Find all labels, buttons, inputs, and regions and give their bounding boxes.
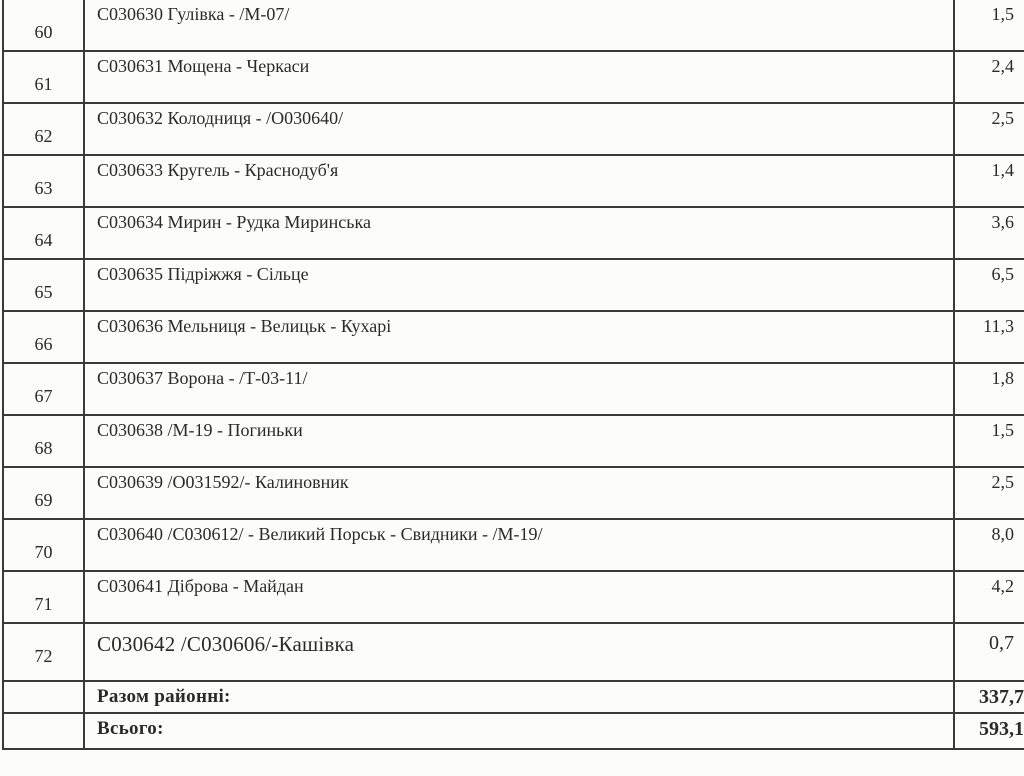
road-length: 2,4 xyxy=(991,56,1014,76)
row-number: 60 xyxy=(34,22,53,42)
row-number: 61 xyxy=(34,74,53,94)
row-number: 68 xyxy=(34,438,53,458)
table-row xyxy=(3,207,1024,259)
road-name: С030636 Мельниця - Велицьк - Кухарі xyxy=(97,316,392,336)
row-number: 64 xyxy=(34,230,53,250)
road-name: С030634 Мирин - Рудка Миринська xyxy=(97,212,371,232)
road-name: С030642 /С030606/-Кашівка xyxy=(97,632,355,656)
road-name: С030635 Підріжжя - Сільце xyxy=(97,264,309,284)
table-row xyxy=(3,467,1024,519)
road-name: С030637 Ворона - /Т-03-11/ xyxy=(97,368,308,388)
roads-table xyxy=(2,0,1024,750)
road-name: С030638 /М-19 - Погиньки xyxy=(97,420,303,440)
subtotal-label: Разом районні: xyxy=(97,686,231,707)
row-number: 72 xyxy=(34,646,53,666)
row-number: 69 xyxy=(34,490,53,510)
row-number: 67 xyxy=(34,386,53,406)
road-length: 11,3 xyxy=(983,316,1014,336)
road-name: С030631 Мощена - Черкаси xyxy=(97,56,310,76)
road-length: 6,5 xyxy=(991,264,1014,284)
row-number: 65 xyxy=(34,282,53,302)
row-number: 71 xyxy=(34,594,53,614)
table-row xyxy=(3,571,1024,623)
table-row xyxy=(3,0,1024,51)
road-length: 2,5 xyxy=(991,108,1014,128)
grand-total-row xyxy=(3,713,1024,749)
road-name: С030640 /С030612/ - Великий Порськ - Свидники - /М-19/ xyxy=(97,524,543,544)
road-name: С030633 Кругель - Краснодуб'я xyxy=(97,160,339,180)
grand-total-label: Всього: xyxy=(97,718,164,739)
row-number: 66 xyxy=(34,334,53,354)
road-name: С030639 /О031592/- Калиновник xyxy=(97,472,349,492)
road-length: 1,8 xyxy=(991,368,1014,388)
table-row xyxy=(3,259,1024,311)
road-length: 8,0 xyxy=(991,524,1014,544)
row-number: 62 xyxy=(34,126,53,146)
row-number: 63 xyxy=(34,178,53,198)
subtotal-row xyxy=(3,681,1024,713)
road-length: 1,4 xyxy=(991,160,1014,180)
road-length: 2,5 xyxy=(991,472,1014,492)
road-length: 4,2 xyxy=(991,576,1014,596)
road-length: 1,5 xyxy=(991,4,1014,24)
road-name: С030641 Діброва - Майдан xyxy=(97,576,304,596)
table-row xyxy=(3,155,1024,207)
table-row xyxy=(3,311,1024,363)
table-row xyxy=(3,51,1024,103)
table-row xyxy=(3,415,1024,467)
road-length: 3,6 xyxy=(991,212,1014,232)
road-length: 0,7 xyxy=(989,632,1014,654)
road-name: С030630 Гулівка - /М-07/ xyxy=(97,4,290,24)
subtotal-value: 337,7 xyxy=(979,686,1024,708)
table-row xyxy=(3,519,1024,571)
grand-total-value: 593,1 xyxy=(979,718,1024,740)
table-row xyxy=(3,363,1024,415)
table-row xyxy=(3,103,1024,155)
table-row xyxy=(3,623,1024,681)
row-number: 70 xyxy=(34,542,53,562)
road-length: 1,5 xyxy=(991,420,1014,440)
road-name: С030632 Колодниця - /О030640/ xyxy=(97,108,344,128)
